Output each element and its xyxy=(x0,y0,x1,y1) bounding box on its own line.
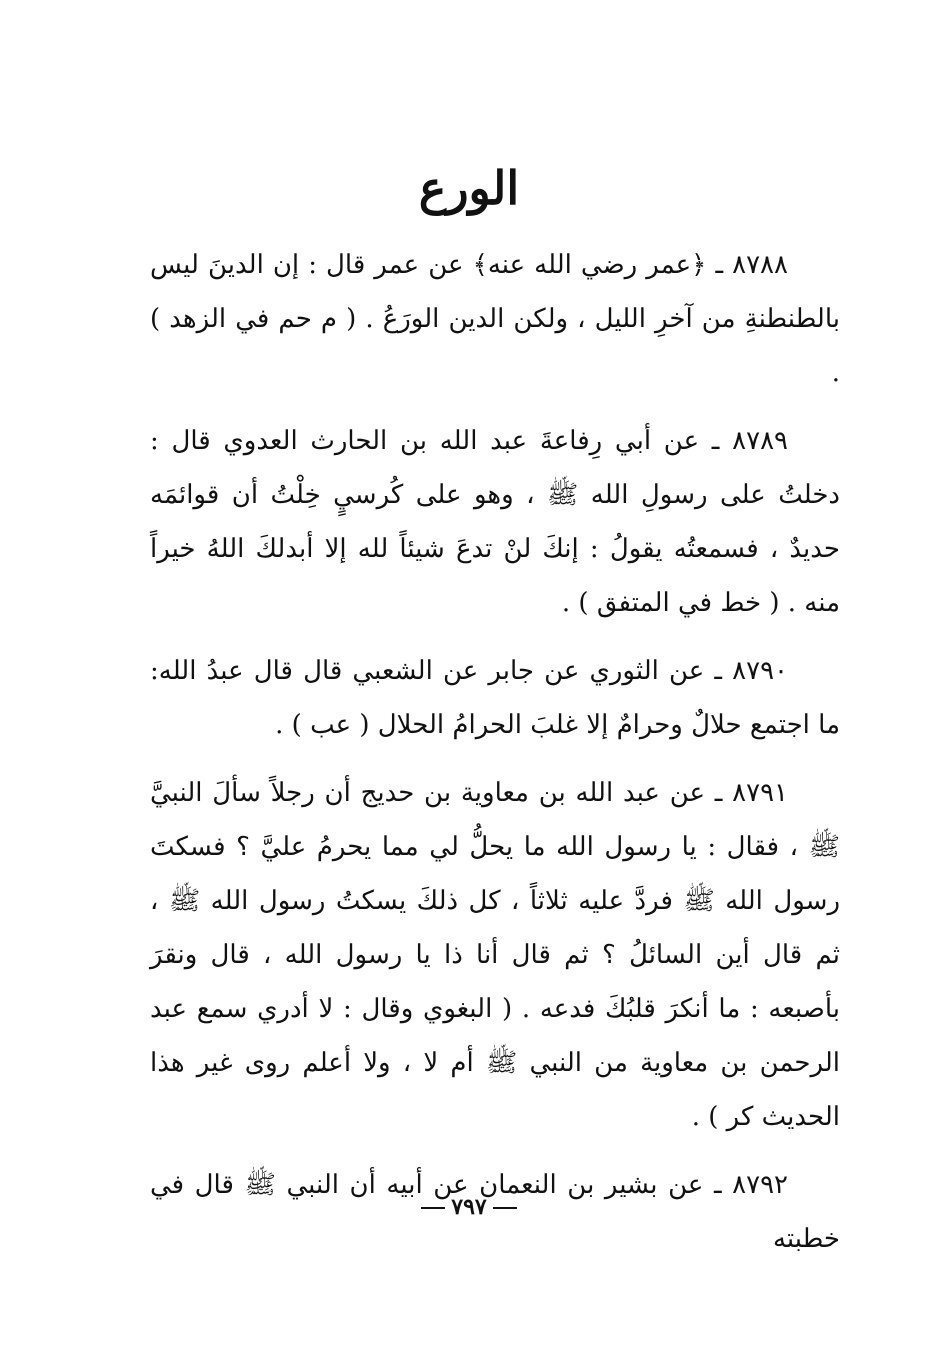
footer-dash-left xyxy=(493,1207,517,1209)
entry-text: عن الثوري عن جابر عن الشعبي قال قال عبدُ الله: ما اجتمع حلالٌ وحرامٌ إلا غلبَ الحرامُ الحلال ( عب ) . xyxy=(150,656,840,740)
page-footer xyxy=(0,1192,938,1222)
page-title: الورع xyxy=(418,161,520,215)
entry-8789: ٨٧٨٩ ـ عن أبي رِفاعةَ عبد الله بن الحارث العدوي قال : دخلتُ على رسولِ الله ﷺ ، وهو على كُرسيٍ خِلْتُ أن قوائمَه حديدٌ ، فسمعتُه يقولُ : إنكَ لنْ تدعَ شيئاً لله إلا أبدلكَ اللهُ خيراً منه . ( خط في المتفق ) . xyxy=(150,426,840,618)
entry-text: عن عبد الله بن معاوية بن حديج أن رجلاً سألَ النبيَّ ﷺ ، فقال : يا رسول الله ما يحلُّ لي مما يحرمُ عليَّ ؟ فسكتَ رسول الله ﷺ فردَّ عليه ثلاثاً ، كل ذلكَ يسكتُ رسول الله ﷺ ، ثم قال أين السائلُ ؟ ثم قال أنا ذا يا رسول الله ، قال ونقرَ بأصبعه : ما أنكرَ قلبُكَ فدعه . ( البغوي وقال : لا أدري سمع عبد الرحمن بن معاوية من النبي ﷺ أم لا ، ولا أعلم روى غير هذا الحديث كر ) . xyxy=(150,778,840,1132)
entry-text: عن بشير بن النعمان عن أبيه أن النبي ﷺ قال في خطبته xyxy=(150,1170,840,1254)
entry-text: ﴿عمر رضي الله عنه﴾ عن عمر قال : إن الدينَ ليس بالطنطنةِ من آخرِ الليل ، ولكن الدين الورَعُ . ( م حم في الزهد ) . xyxy=(150,250,840,388)
entries-body xyxy=(150,238,840,1280)
entry-number: ٨٧٩٠ xyxy=(732,656,789,686)
entry-number: ٨٧٨٩ xyxy=(732,426,789,456)
entry-8788: ٨٧٨٨ ـ ﴿عمر رضي الله عنه﴾ عن عمر قال : إن الدينَ ليس بالطنطنةِ من آخرِ الليل ، ولكن الدين الورَعُ . ( م حم في الزهد ) . xyxy=(150,250,840,388)
entry-number: ٨٧٨٨ xyxy=(732,250,788,280)
entry-text: عن أبي رِفاعةَ عبد الله بن الحارث العدوي قال : دخلتُ على رسولِ الله ﷺ ، وهو على كُرسيٍ خِلْتُ أن قوائمَه حديدٌ ، فسمعتُه يقولُ : إنكَ لنْ تدعَ شيئاً لله إلا أبدلكَ اللهُ خيراً منه . ( خط في المتفق ) . xyxy=(150,426,840,618)
entry-number: ٨٧٩٢ xyxy=(732,1170,788,1200)
page-number: ٧٩٧ xyxy=(451,1194,487,1220)
entry-number: ٨٧٩١ xyxy=(732,778,788,808)
footer-dash-right xyxy=(421,1207,445,1209)
entry-8790: ٨٧٩٠ ـ عن الثوري عن جابر عن الشعبي قال قال عبدُ الله: ما اجتمع حلالٌ وحرامٌ إلا غلبَ الحرامُ الحلال ( عب ) . xyxy=(150,656,840,740)
entry-8791: ٨٧٩١ ـ عن عبد الله بن معاوية بن حديج أن رجلاً سألَ النبيَّ ﷺ ، فقال : يا رسول الله ما يحلُّ لي مما يحرمُ عليَّ ؟ فسكتَ رسول الله ﷺ فردَّ عليه ثلاثاً ، كل ذلكَ يسكتُ رسول الله ﷺ ، ثم قال أين السائلُ ؟ ثم قال أنا ذا يا رسول الله ، قال ونقرَ بأصبعه : ما أنكرَ قلبُكَ فدعه . ( البغوي وقال : لا أدري سمع عبد الرحمن بن معاوية من النبي ﷺ أم لا ، ولا أعلم روى غير هذا الحديث كر ) . xyxy=(150,778,840,1132)
entry-8792: ٨٧٩٢ ـ عن بشير بن النعمان عن أبيه أن النبي ﷺ قال في خطبته xyxy=(150,1170,840,1254)
